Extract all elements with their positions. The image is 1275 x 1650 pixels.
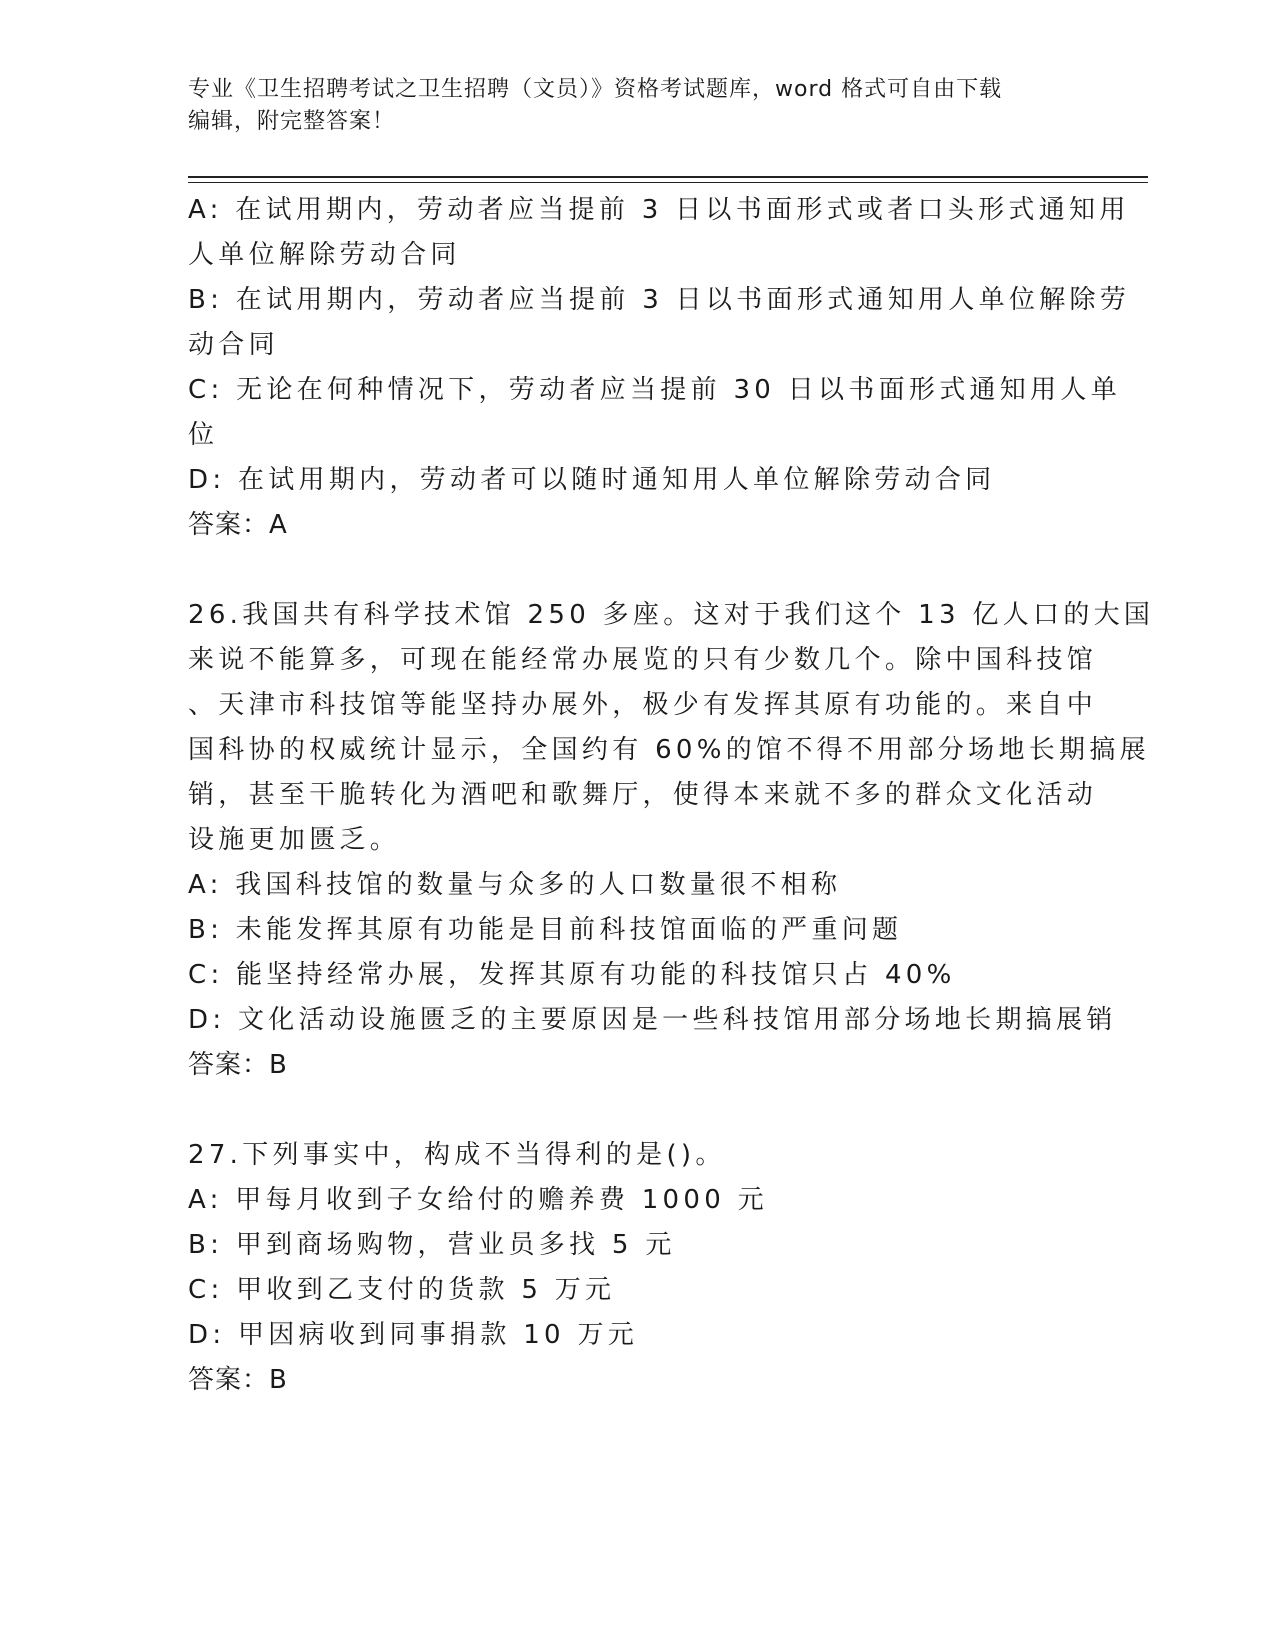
question-stem-line: 27.下列事实中，构成不当得利的是()。 bbox=[188, 1140, 726, 1170]
option-line: C: 能坚持经常办展，发挥其原有功能的科技馆只占 40% bbox=[188, 960, 956, 990]
option-line: 位 bbox=[188, 420, 219, 450]
option-line: C: 无论在何种情况下，劳动者应当提前 30 日以书面形式通知用人单 bbox=[188, 375, 1121, 405]
header-line-1: 专业《卫生招聘考试之卫生招聘（文员）》资格考试题库，word 格式可自由下载 bbox=[188, 77, 1003, 102]
question-25 bbox=[188, 188, 1131, 548]
option-line: 动合同 bbox=[188, 330, 279, 360]
question-26 bbox=[188, 593, 1155, 1088]
option-line: B: 未能发挥其原有功能是目前科技馆面临的严重问题 bbox=[188, 915, 903, 945]
spacer bbox=[188, 1088, 1088, 1133]
question-stem-line: 、天津市科技馆等能坚持办展外，极少有发挥其原有功能的。来自中 bbox=[188, 690, 1098, 720]
spacer bbox=[188, 548, 1088, 593]
question-stem-line: 销，甚至干脆转化为酒吧和歌舞厅，使得本来就不多的群众文化活动 bbox=[188, 780, 1098, 810]
document-header bbox=[188, 74, 1088, 138]
option-line: D: 在试用期内，劳动者可以随时通知用人单位解除劳动合同 bbox=[188, 465, 996, 495]
option-line: B: 在试用期内，劳动者应当提前 3 日以书面形式通知用人单位解除劳 bbox=[188, 285, 1131, 315]
option-line: A: 在试用期内，劳动者应当提前 3 日以书面形式或者口头形式通知用 bbox=[188, 195, 1130, 225]
question-27 bbox=[188, 1133, 1088, 1403]
header-divider-thick bbox=[188, 176, 1148, 178]
question-stem-line: 来说不能算多，可现在能经常办展览的只有少数几个。除中国科技馆 bbox=[188, 645, 1098, 675]
answer-label: 答案：B bbox=[188, 1365, 288, 1395]
header-divider-thin bbox=[188, 182, 1148, 183]
question-stem-line: 26.我国共有科学技术馆 250 多座。这对于我们这个 13 亿人口的大国 bbox=[188, 600, 1155, 630]
option-line: D: 文化活动设施匮乏的主要原因是一些科技馆用部分场地长期搞展销 bbox=[188, 1005, 1117, 1035]
header-line-2: 编辑，附完整答案！ bbox=[188, 109, 396, 134]
option-line: A: 甲每月收到子女给付的赡养费 1000 元 bbox=[188, 1185, 768, 1215]
answer-label: 答案：A bbox=[188, 510, 288, 540]
question-list bbox=[188, 188, 1155, 1403]
question-stem-line: 设施更加匮乏。 bbox=[188, 825, 401, 855]
question-stem-line: 国科协的权威统计显示，全国约有 60%的馆不得不用部分场地长期搞展 bbox=[188, 735, 1150, 765]
option-line: A: 我国科技馆的数量与众多的人口数量很不相称 bbox=[188, 870, 842, 900]
option-line: 人单位解除劳动合同 bbox=[188, 240, 461, 270]
option-line: D: 甲因病收到同事捐款 10 万元 bbox=[188, 1320, 639, 1350]
option-line: C: 甲收到乙支付的货款 5 万元 bbox=[188, 1275, 616, 1305]
answer-label: 答案：B bbox=[188, 1050, 288, 1080]
option-line: B: 甲到商场购物，营业员多找 5 元 bbox=[188, 1230, 676, 1260]
